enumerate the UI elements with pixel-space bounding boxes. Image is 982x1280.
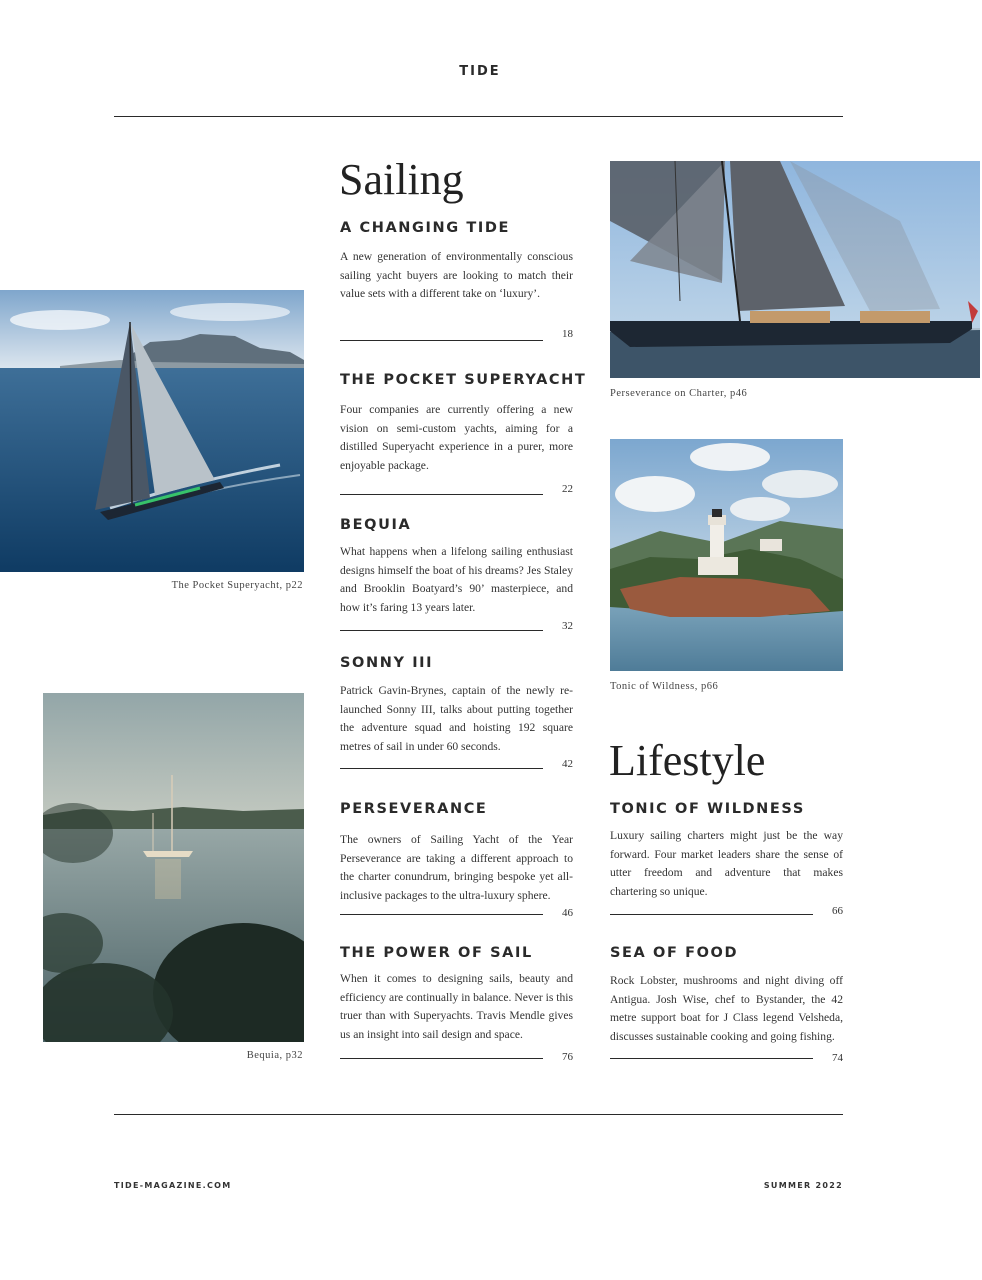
photo-perseverance[interactable] <box>610 161 980 378</box>
page-rule <box>340 1058 543 1059</box>
footer-issue: SUMMER 2022 <box>763 1181 843 1190</box>
article-title-tonic-of-wildness[interactable]: TONIC OF WILDNESS <box>610 801 805 817</box>
page-number: 22 <box>562 483 573 495</box>
page-rule <box>340 340 543 341</box>
article-desc-sea-of-food: Rock Lobster, mushrooms and night diving off Antigua. Josh Wise, chef to Bystander, the 42 metre support boat for J Class legend Velsheda, discusses sustainable cooking and going fishing. <box>610 974 843 1043</box>
header-rule <box>114 116 843 117</box>
page-number: 76 <box>562 1051 573 1063</box>
article-title-bequia[interactable]: BEQUIA <box>340 517 412 533</box>
photo-tonic-of-wildness[interactable] <box>610 439 843 671</box>
page-rule <box>610 914 813 915</box>
page-rule <box>340 768 543 769</box>
caption-pocket-superyacht: The Pocket Superyacht, p22 <box>171 580 303 591</box>
section-title-lifestyle: Lifestyle <box>609 736 766 785</box>
masthead: TIDE <box>459 64 501 79</box>
article-desc-perseverance: The owners of Sailing Yacht of the Year Perseverance are taking a different approach to the charter conundrum, bringing bespoke yet all-inclusive packages to the ultra-luxury sphere. <box>340 833 573 902</box>
article-title-changing-tide[interactable]: A CHANGING TIDE <box>340 220 511 236</box>
article-title-pocket-superyacht[interactable]: THE POCKET SUPERYACHT <box>340 372 587 388</box>
caption-bequia: Bequia, p32 <box>246 1050 303 1061</box>
page-rule <box>340 914 543 915</box>
page-number: 32 <box>562 620 573 632</box>
caption-perseverance: Perseverance on Charter, p46 <box>610 388 748 399</box>
article-desc-sonny-iii: Patrick Gavin-Brynes, captain of the newly re-launched Sonny III, talks about putting together the adventure squad and hoisting 192 square metres of sail in under 60 seconds. <box>340 684 573 753</box>
article-title-perseverance[interactable]: PERSEVERANCE <box>340 801 488 817</box>
article-desc-power-of-sail: When it comes to designing sails, beauty and efficiency are continually in balance. Never is this truer than with Superyachts. Travis Mendle gives us an insight into sail design and space. <box>340 972 573 1041</box>
article-desc-pocket-superyacht: Four companies are currently offering a new vision on semi-custom yachts, aiming for a distilled Superyacht experience in a purer, more enjoyable package. <box>340 403 573 472</box>
page-number: 66 <box>832 905 843 917</box>
caption-tonic-of-wildness: Tonic of Wildness, p66 <box>610 681 719 692</box>
page-number: 46 <box>562 907 573 919</box>
footer-website[interactable]: TIDE-MAGAZINE.COM <box>114 1181 232 1190</box>
article-desc-bequia: What happens when a lifelong sailing enthusiast designs himself the boat of his dreams? Jes Staley and Brooklin Boatyard’s 90’ masterpiece, and how it’s faring 13 years later. <box>340 545 573 614</box>
page-number: 18 <box>562 328 573 340</box>
article-title-power-of-sail[interactable]: THE POWER OF SAIL <box>340 945 533 961</box>
article-title-sea-of-food[interactable]: SEA OF FOOD <box>610 945 739 961</box>
photo-bequia[interactable] <box>43 693 304 1042</box>
page-number: 74 <box>832 1052 843 1064</box>
article-desc-tonic-of-wildness: Luxury sailing charters might just be the way forward. Four market leaders share the sense of utter freedom and adventure that makes chartering so unique. <box>610 829 843 898</box>
footer-rule <box>114 1114 843 1115</box>
page-rule <box>340 494 543 495</box>
page-number: 42 <box>562 758 573 770</box>
section-title-sailing: Sailing <box>339 155 464 204</box>
photo-pocket-superyacht[interactable] <box>0 290 304 572</box>
page-rule <box>610 1058 813 1059</box>
article-title-sonny-iii[interactable]: SONNY III <box>340 655 434 671</box>
page-rule <box>340 630 543 631</box>
article-desc-changing-tide: A new generation of environmentally conscious sailing yacht buyers are looking to match their value sets with a different take on ‘luxury’. <box>340 250 573 300</box>
